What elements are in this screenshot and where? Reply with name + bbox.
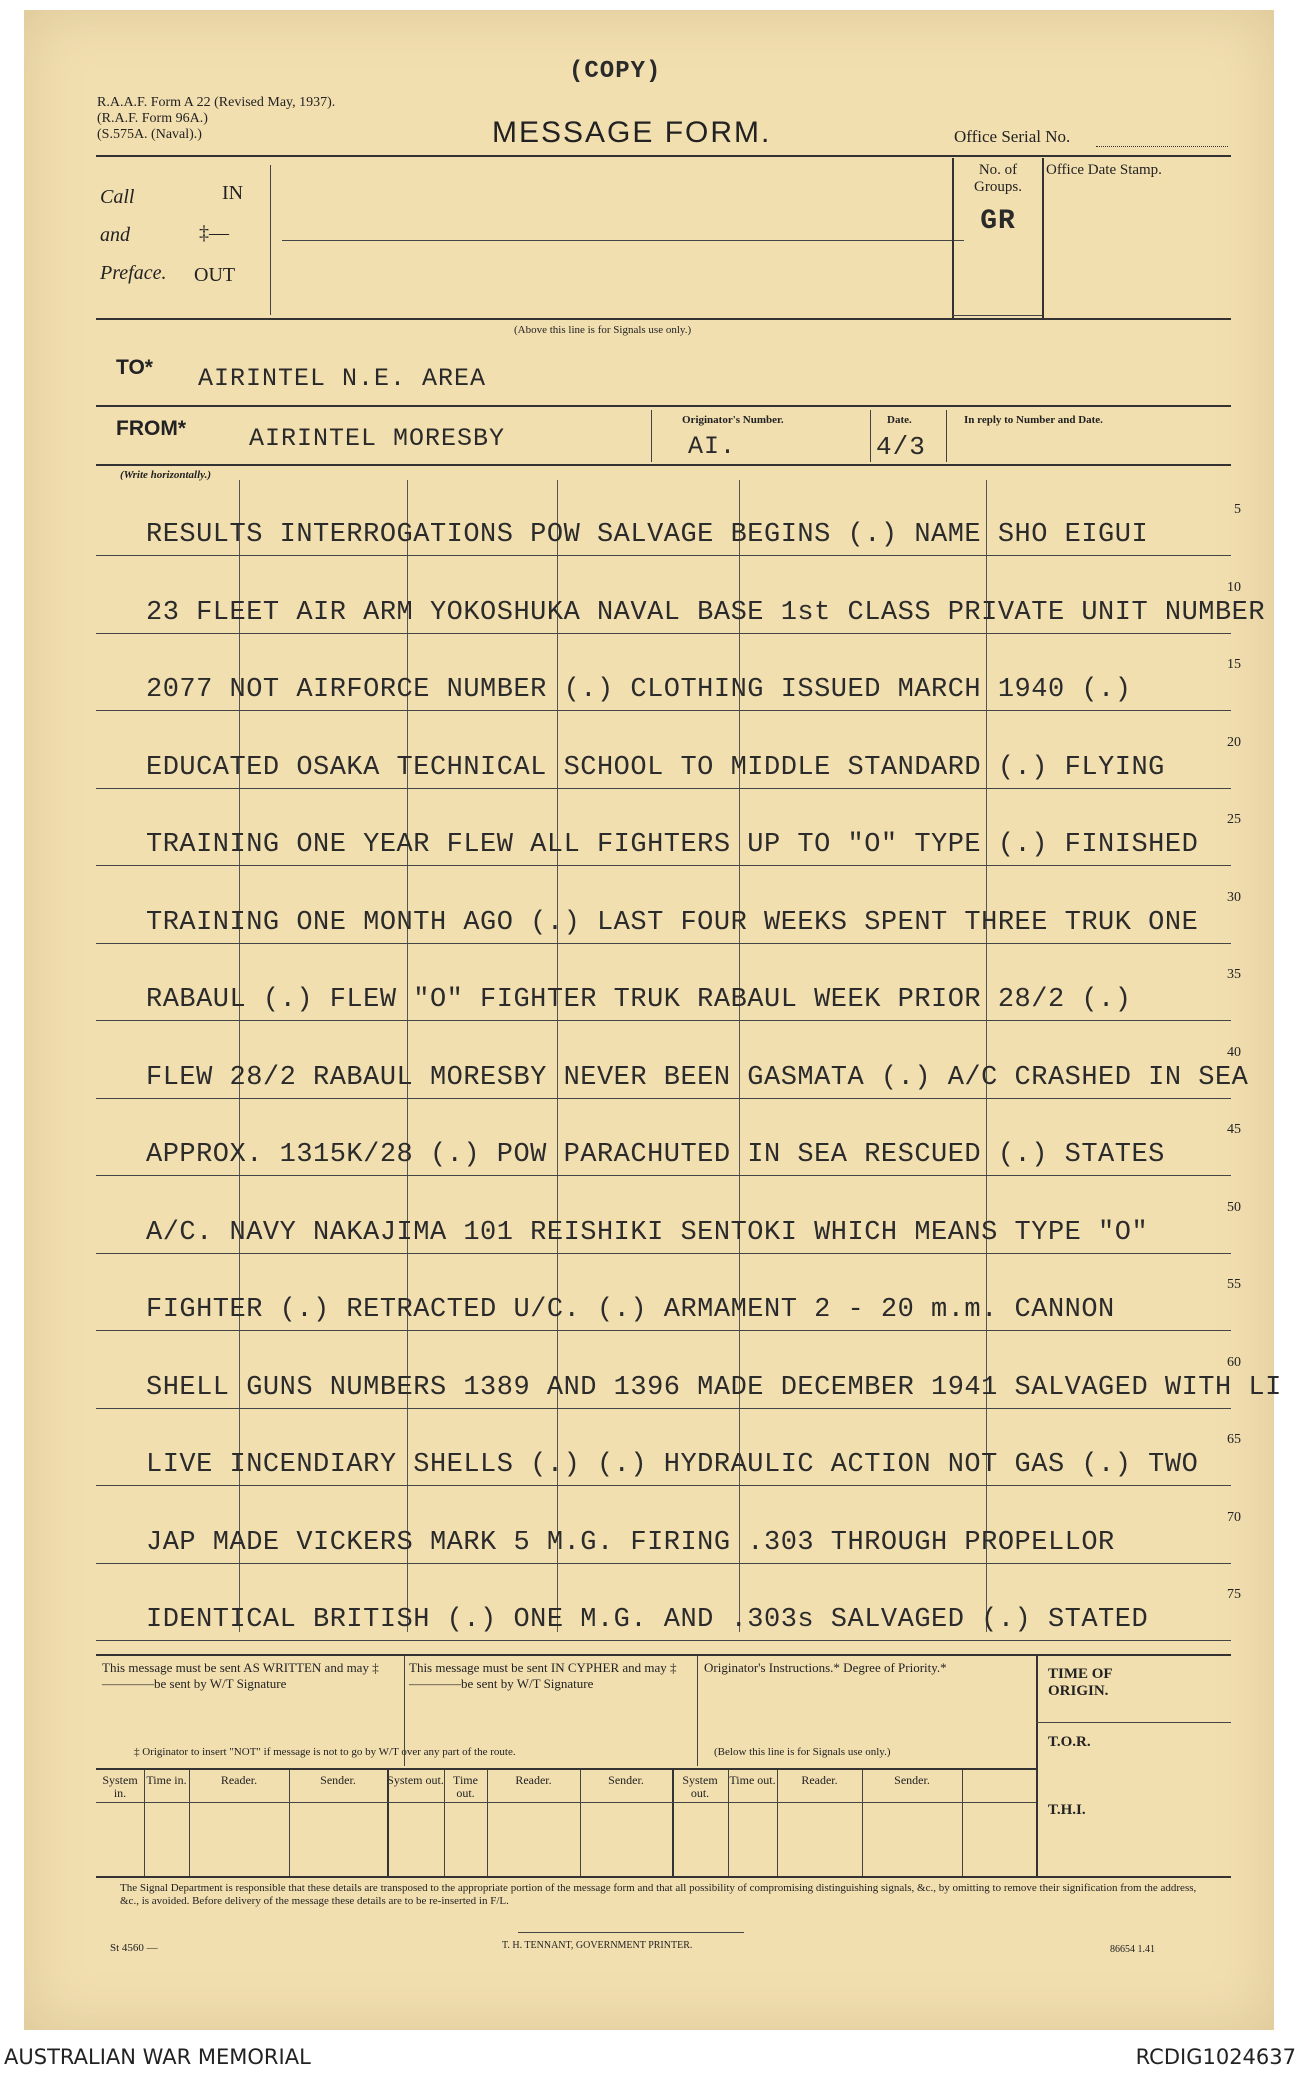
message-line: APPROX. 1315K/28 (.) POW PARACHUTED IN SEA RESCUED (.) STATES (146, 1140, 1165, 1170)
tor-label: T.O.R. (1048, 1734, 1091, 1750)
call-line (282, 240, 964, 241)
originator-instructions: Originator's Instructions.* Degree of Priority.* (704, 1660, 947, 1675)
group-count-number: 10 (1227, 579, 1241, 595)
table-header-cell: Sender. (894, 1773, 930, 1787)
message-line: FLEW 28/2 RABAUL MORESBY NEVER BEEN GASMATA (.) A/C CRASHED IN SEA (146, 1062, 1249, 1093)
group-count-number: 65 (1227, 1432, 1241, 1447)
message-rule (96, 1020, 1231, 1021)
table-column-line (189, 1770, 190, 1876)
thi-label: T.H.I. (1048, 1802, 1086, 1818)
reply-label: In reply to Number and Date. (964, 414, 1103, 426)
groups-label: No. of Groups. (974, 162, 1022, 195)
groups-bottom (952, 315, 1042, 316)
office-serial-label: Office Serial No. (954, 127, 1071, 146)
signals-rule (96, 318, 1231, 320)
table-header-cell: Reader. (220, 1773, 258, 1787)
group-count-number: 40 (1227, 1044, 1241, 1060)
body-bottom-rule (96, 1654, 1231, 1656)
in-label: IN (222, 182, 244, 204)
cypher-note: This message must be sent IN CYPHER and may ‡————be sent by W/T Signature (409, 1660, 677, 1691)
date-value: 4/3 (876, 432, 926, 462)
table-bottom-rule (96, 1876, 1231, 1878)
date-label: Date. (887, 414, 912, 426)
table-header-cell: Sender. (320, 1773, 356, 1787)
call-divider (270, 165, 271, 315)
date-left (870, 410, 871, 462)
groups-left (952, 158, 954, 318)
table-column-line (289, 1770, 290, 1876)
table-header-cell: Sender. (608, 1773, 644, 1787)
signal-dept-note: The Signal Department is responsible that these details are transposed to the appropriate portion of the message form and that all possibility of compromising distinguishing signals, &c., by omitting to remove their signification from the address, &c., is avoided. Before delivery of the message these details are to be re-inserted in F/L. (120, 1882, 1197, 1907)
message-line: EDUCATED OSAKA TECHNICAL SCHOOL TO MIDDLE STANDARD (.) FLYING (146, 752, 1165, 783)
to-value: AIRINTEL N.E. AREA (198, 364, 487, 393)
group-count-number: 75 (1227, 1587, 1241, 1602)
message-line: IDENTICAL BRITISH (.) ONE M.G. AND .303s SALVAGED (.) STATED (146, 1605, 1149, 1635)
message-rule (96, 865, 1231, 866)
table-header-cell: Reader. (801, 1773, 838, 1787)
orig-num-label: Originator's Number. (682, 414, 784, 426)
message-line: JAP MADE VICKERS MARK 5 M.G. FIRING .303 THROUGH PROPELLOR (146, 1527, 1115, 1558)
table-top-rule (96, 1768, 1036, 1770)
from-value: AIRINTEL MORESBY (249, 424, 506, 453)
orig-num-value: AI. (688, 432, 737, 461)
groups-right (1042, 158, 1044, 318)
group-count-number: 70 (1227, 1509, 1241, 1525)
top-rule (96, 155, 1231, 157)
to-rule (96, 405, 1231, 407)
group-count-number: 35 (1227, 967, 1241, 982)
archive-name: AUSTRALIAN WAR MEMORIAL (4, 2045, 311, 2069)
form-title: MESSAGE FORM. (492, 116, 772, 149)
table-header-cell: System out. (682, 1773, 718, 1800)
message-rule (96, 1408, 1231, 1409)
table-column-line (487, 1770, 488, 1876)
table-column-line (580, 1770, 581, 1876)
and-label: and (100, 224, 130, 246)
tor-rule (1036, 1722, 1231, 1723)
table-column-line (777, 1770, 778, 1876)
in-out-mark: ‡— (199, 222, 229, 244)
bottom-div-2 (697, 1656, 698, 1766)
to-label: TO* (116, 356, 153, 379)
table-header-cell: Time out. (453, 1773, 478, 1800)
printer-rule (518, 1932, 744, 1933)
table-column-line (387, 1770, 389, 1876)
table-column-line (862, 1770, 863, 1876)
table-column-line (962, 1770, 963, 1876)
message-line: RABAUL (.) FLEW "O" FIGHTER TRUK RABAUL WEEK PRIOR 28/2 (.) (146, 985, 1132, 1015)
group-count-number: 5 (1234, 502, 1241, 517)
message-rule (96, 555, 1231, 556)
group-count-number: 45 (1227, 1122, 1241, 1137)
call-label: Call (100, 186, 135, 208)
from-label: FROM* (116, 417, 186, 440)
office-serial-dots (1096, 146, 1228, 147)
originator-note: ‡ Originator to insert "NOT" if message is not to go by W/T over any part of the route. (134, 1746, 516, 1758)
message-rule (96, 710, 1231, 711)
message-line: FIGHTER (.) RETRACTED U/C. (.) ARMAMENT 2 - 20 m.m. CANNON (146, 1295, 1115, 1325)
message-rule (96, 1640, 1231, 1641)
reply-left (946, 410, 947, 462)
group-count-number: 50 (1227, 1199, 1241, 1215)
group-count-number: 20 (1227, 734, 1241, 750)
message-rule (96, 1330, 1231, 1331)
archive-footer (0, 2035, 1300, 2082)
table-column-line (728, 1770, 729, 1876)
message-rule (96, 633, 1231, 634)
message-rule (96, 1098, 1231, 1099)
form-ref-2: (R.A.F. Form 96A.) (97, 111, 208, 126)
bottom-div-3 (1036, 1656, 1038, 1878)
message-line: LIVE INCENDIARY SHELLS (.) (.) HYDRAULIC ACTION NOT GAS (.) TWO (146, 1450, 1199, 1480)
groups-value: GR (980, 206, 1016, 237)
table-header-cell: Time out. (729, 1773, 776, 1787)
message-line: TRAINING ONE MONTH AGO (.) LAST FOUR WEEKS SPENT THREE TRUK ONE (146, 907, 1199, 938)
table-header-cell: System in. (102, 1773, 138, 1800)
time-of-origin-label: TIME OF ORIGIN. (1048, 1666, 1113, 1699)
group-count-number: 15 (1227, 657, 1241, 672)
group-count-number: 25 (1227, 812, 1241, 827)
print-code: St 4560 — (110, 1942, 158, 1954)
preface-label: Preface. (100, 262, 167, 284)
write-note: (Write horizontally.) (120, 469, 212, 481)
message-rule (96, 1253, 1231, 1254)
form-number: 86654 1.41 (1110, 1944, 1155, 1955)
table-header-cell: Time in. (146, 1773, 187, 1787)
out-label: OUT (194, 264, 236, 286)
table-column-line (144, 1770, 145, 1876)
office-date-stamp-label: Office Date Stamp. (1046, 162, 1162, 178)
message-line: RESULTS INTERROGATIONS POW SALVAGE BEGINS (.) NAME SHO EIGUI (146, 520, 1149, 550)
message-line: 2077 NOT AIRFORCE NUMBER (.) CLOTHING ISSUED MARCH 1940 (.) (146, 675, 1132, 705)
message-rule (96, 1175, 1231, 1176)
below-note: (Below this line is for Signals use only.) (714, 1746, 891, 1758)
message-rule (96, 788, 1231, 789)
message-line: A/C. NAVY NAKAJIMA 101 REISHIKI SENTOKI WHICH MEANS TYPE "O" (146, 1217, 1149, 1248)
table-header-cell: Reader. (515, 1773, 552, 1787)
message-form-sheet (24, 10, 1282, 2030)
table-header-cell: System out. (387, 1773, 444, 1787)
printer-imprint: T. H. TENNANT, GOVERNMENT PRINTER. (502, 1940, 693, 1951)
signals-note: (Above this line is for Signals use only.) (514, 324, 692, 336)
copy-stamp: (COPY) (569, 58, 662, 85)
message-line: TRAINING ONE YEAR FLEW ALL FIGHTERS UP TO "O" TYPE (.) FINISHED (146, 830, 1199, 860)
message-rule (96, 943, 1231, 944)
group-count-number: 55 (1227, 1277, 1241, 1292)
table-column-line (444, 1770, 445, 1876)
wt-note: This message must be sent AS WRITTEN and may ‡————be sent by W/T Signature (102, 1660, 379, 1691)
archive-id: RCDIG1024637 (1135, 2045, 1296, 2069)
group-count-number: 60 (1227, 1354, 1241, 1370)
message-line: SHELL GUNS NUMBERS 1389 AND 1396 MADE DECEMBER 1941 SALVAGED WITH LI (146, 1372, 1282, 1403)
message-rule (96, 1563, 1231, 1564)
message-line: 23 FLEET AIR ARM YOKOSHUKA NAVAL BASE 1st CLASS PRIVATE UNIT NUMBER (146, 597, 1266, 628)
table-header-rule (96, 1802, 1036, 1803)
from-rule (96, 464, 1231, 466)
table-column-line (672, 1770, 674, 1876)
group-count-number: 30 (1227, 889, 1241, 905)
form-ref-1: R.A.A.F. Form A 22 (Revised May, 1937). (97, 95, 336, 110)
form-ref-3: (S.575A. (Naval).) (97, 127, 202, 142)
message-rule (96, 1485, 1231, 1486)
orig-left (651, 410, 652, 462)
